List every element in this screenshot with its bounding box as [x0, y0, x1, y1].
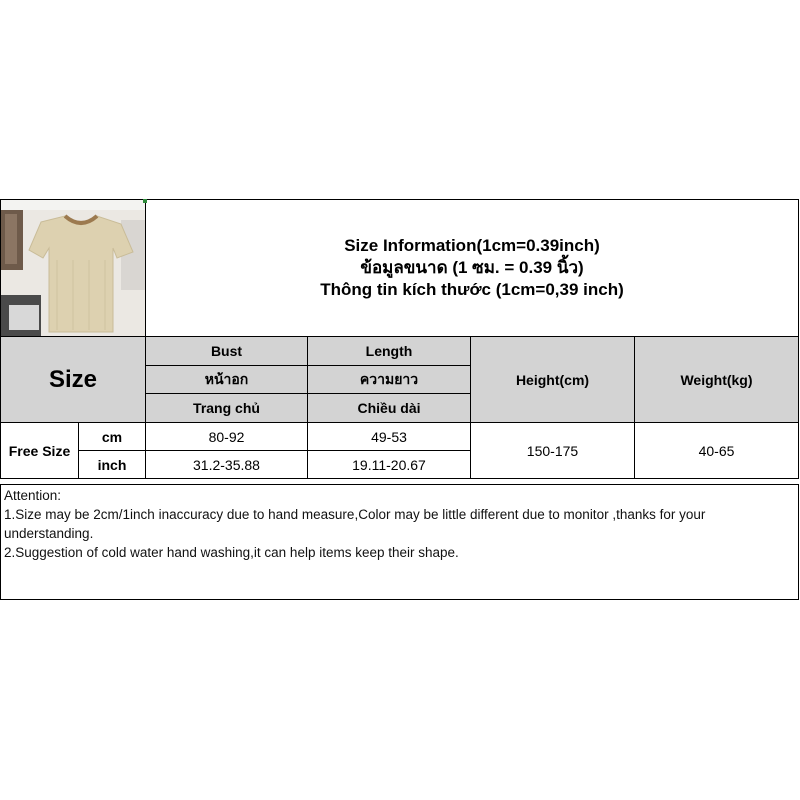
- bust-header-vi: Trang chủ: [145, 393, 308, 423]
- bust-cm-value: 80-92: [145, 422, 308, 451]
- unit-inch-label: inch: [78, 450, 146, 479]
- length-header-en: Length: [307, 336, 471, 366]
- height-value: 150-175: [470, 422, 635, 479]
- tshirt-photo-icon: [1, 200, 146, 337]
- notes-heading: Attention:: [4, 488, 62, 503]
- weight-value: 40-65: [634, 422, 799, 479]
- weight-header: Weight(kg): [634, 336, 799, 423]
- length-header-vi: Chiều dài: [307, 393, 471, 423]
- bust-header-en: Bust: [145, 336, 308, 366]
- length-inch-value: 19.11-20.67: [307, 450, 471, 479]
- bust-header-th: หน้าอก: [145, 365, 308, 394]
- title-vietnamese: Thông tin kích thước (1cm=0,39 inch): [320, 280, 624, 299]
- unit-cm-label: cm: [78, 422, 146, 451]
- free-size-label: Free Size: [0, 422, 79, 479]
- notes-item-2: 2.Suggestion of cold water hand washing,it can help items keep their shape.: [4, 545, 459, 560]
- notes-item-1: 1.Size may be 2cm/1inch inaccuracy due to hand measure,Color may be little different due to monitor ,thanks for your understanding.: [4, 507, 706, 541]
- size-chart: [0, 199, 799, 600]
- corner-marker: [143, 199, 147, 203]
- bust-inch-value: 31.2-35.88: [145, 450, 308, 479]
- title-english: Size Information(1cm=0.39inch): [344, 236, 600, 255]
- height-header: Height(cm): [470, 336, 635, 423]
- length-header-th: ความยาว: [307, 365, 471, 394]
- size-header: Size: [0, 336, 146, 423]
- length-cm-value: 49-53: [307, 422, 471, 451]
- title-thai: ข้อมูลขนาด (1 ซม. = 0.39 นิ้ว): [360, 258, 584, 277]
- size-info-title: [145, 199, 799, 337]
- product-photo: [0, 199, 146, 337]
- attention-notes: [0, 484, 799, 600]
